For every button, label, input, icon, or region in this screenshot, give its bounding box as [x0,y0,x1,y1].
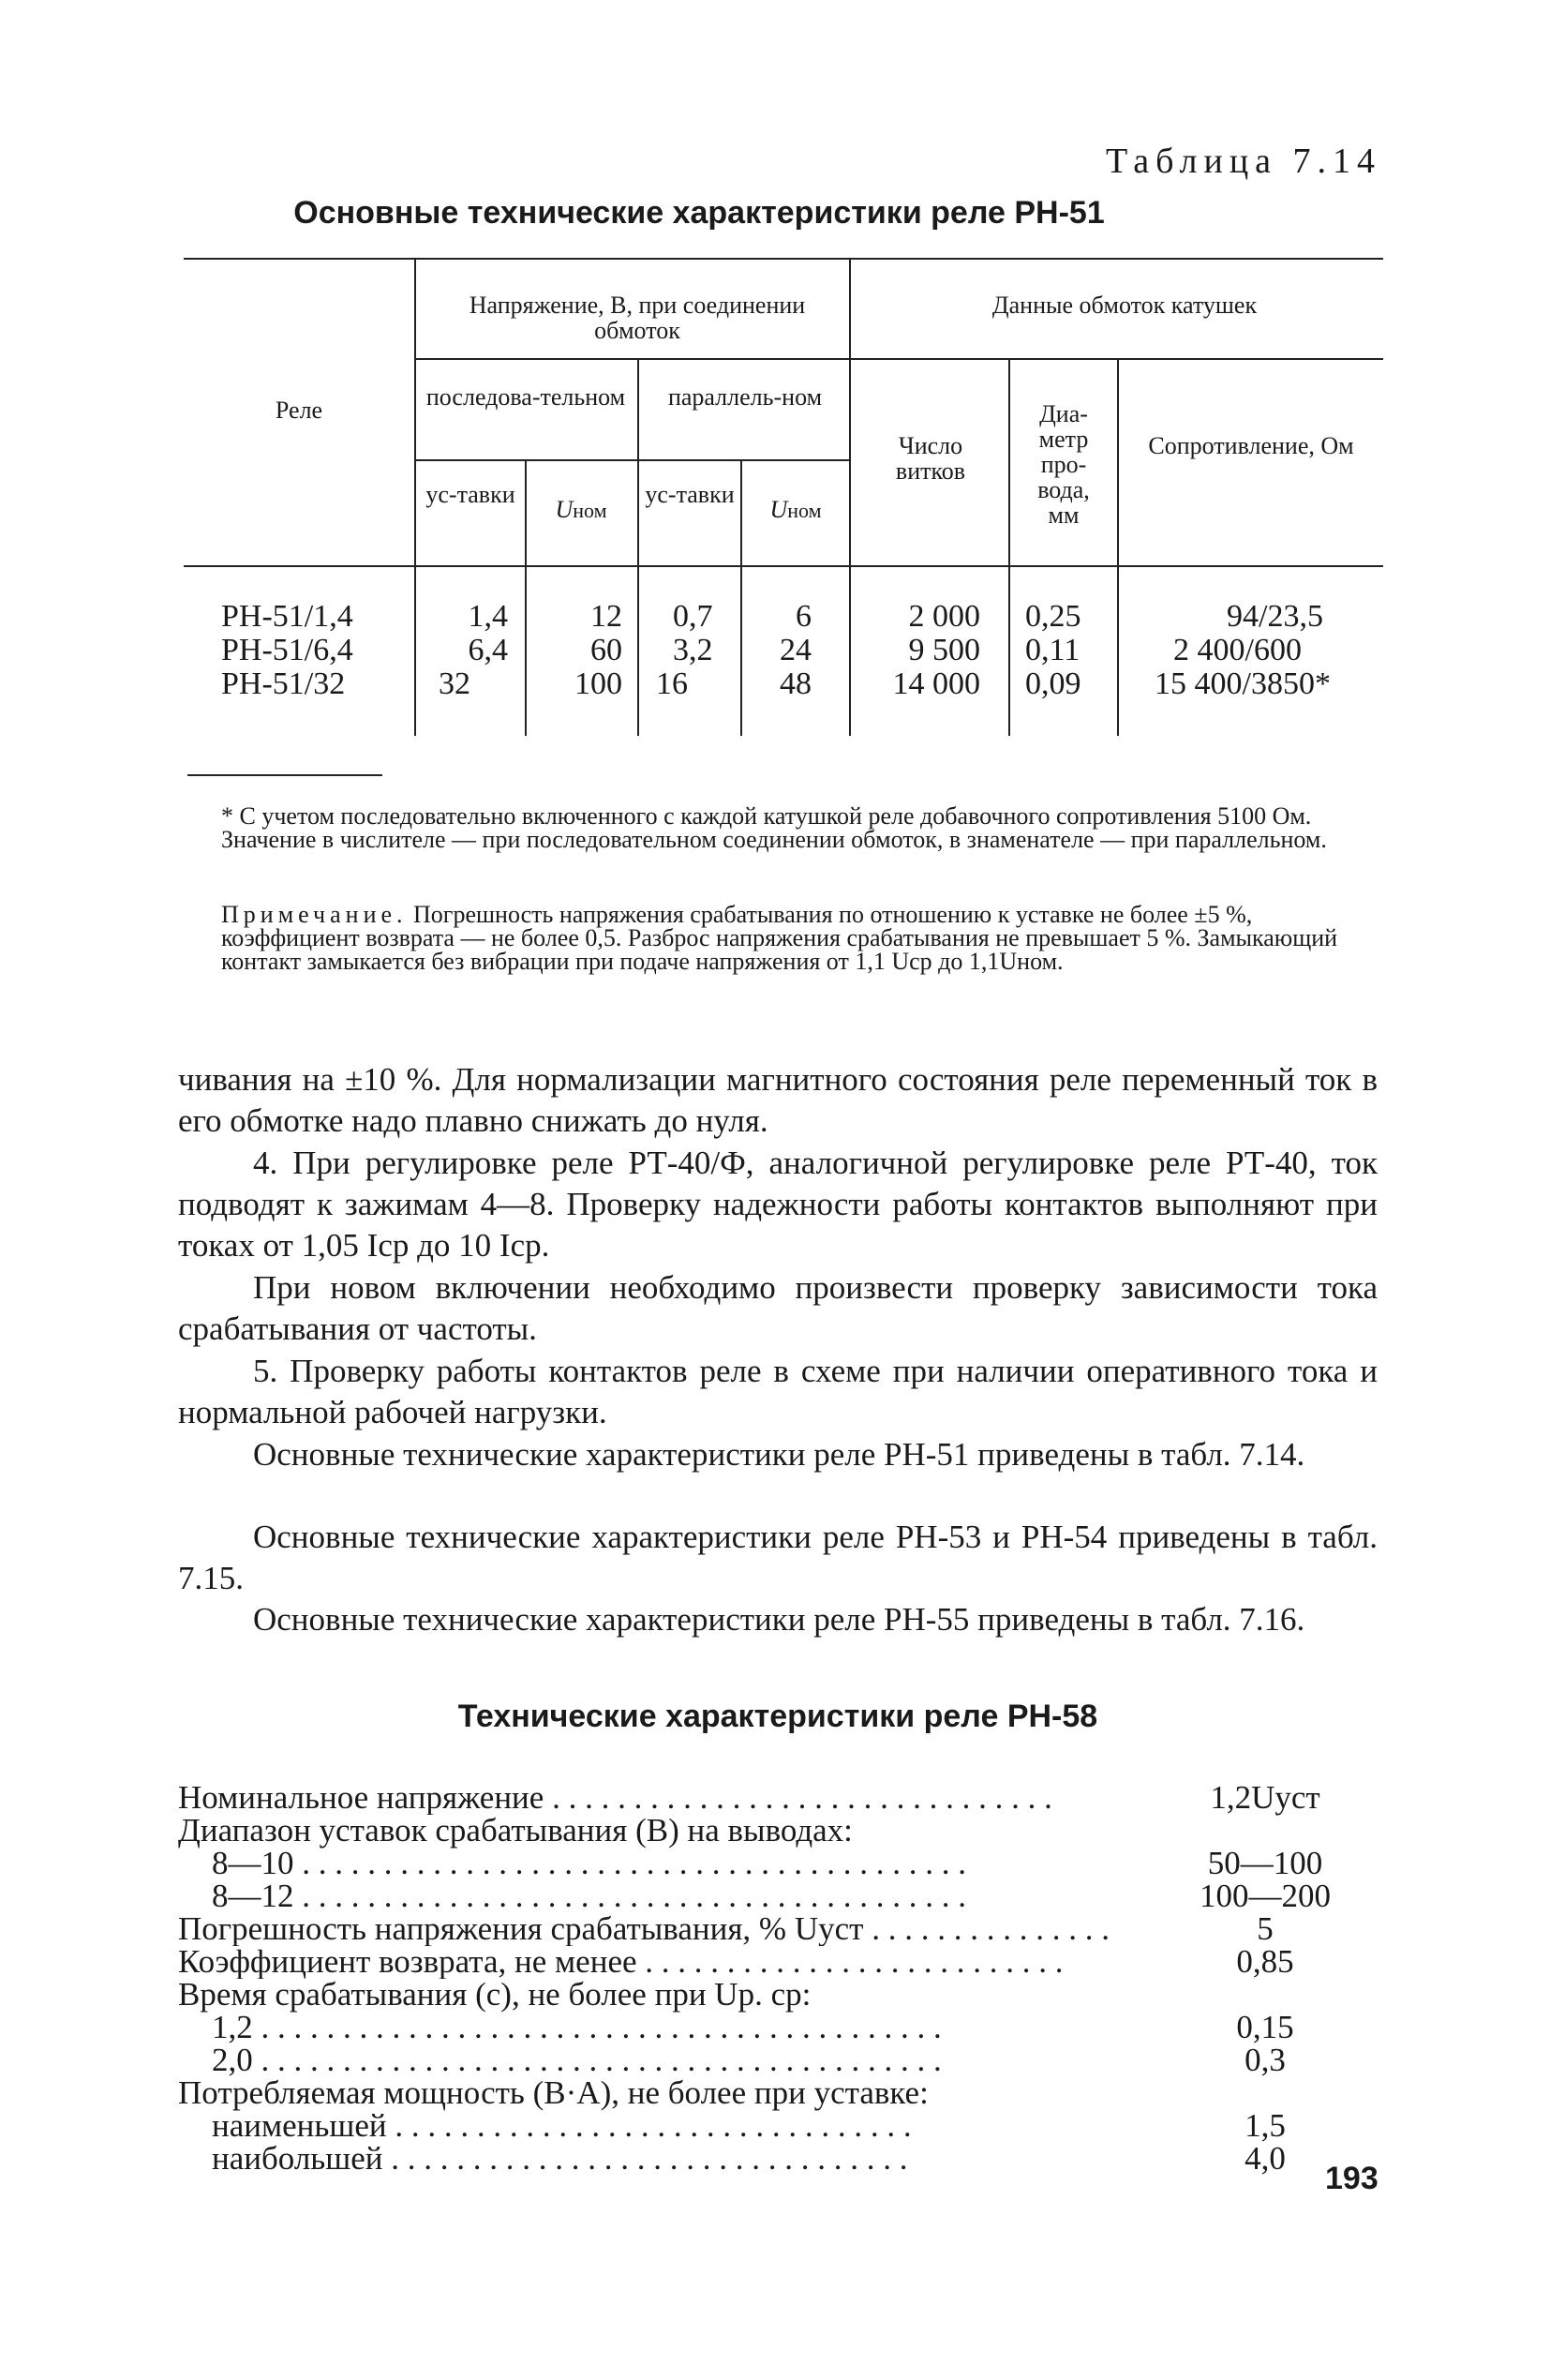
footnote-rule [187,774,382,776]
note-text: Погрешность напряжения срабатывания по отношению к уставке не более ±5 %, коэффициент возврата — не более 0,5. Разброс напряжения срабатывания не превышает 5 %. Замыкающий контакт замыкается без вибрации при подаче напряжения от 1,1 Uср до 1,1Uном. [221,901,1338,975]
spec-label: 2,0 . . . . . . . . . . . . . . . . . . . . . . . . . . . . . . . . . . . . . . . . . . [212,2043,942,2077]
table-label: Таблица 7.14 [1106,142,1382,181]
cell-relay: РН-51/6,4 [221,633,353,667]
header-relay: Реле [275,397,323,424]
header-setpoints: ус-тавки [425,481,515,508]
spec-label: 8—12 . . . . . . . . . . . . . . . . . . . . . . . . . . . . . . . . . . . . . . . . . [212,1879,966,1913]
header-u-nom: Uном [769,496,822,523]
cell-turns: 14 000 [892,666,980,701]
spec-label: наименьшей . . . . . . . . . . . . . . . . . . . . . . . . . . . . . . . . [212,2109,912,2143]
header-turns: Число витков [895,432,966,485]
cell-parallel-setpoint: 3,2 [673,633,713,667]
spec-label: наибольшей . . . . . . . . . . . . . . . . . . . . . . . . . . . . . . . . [212,2142,908,2176]
col-divider [414,258,416,736]
spec-value: 0,15 [1236,2009,1294,2045]
cell-relay: РН-51/1,4 [221,599,353,634]
spec-value: 1,5 [1244,2107,1286,2144]
header-u-nom: Uном [555,496,607,523]
cell-series-unom: 60 [590,633,622,667]
spec-value: 5 [1257,1910,1274,1947]
cell-parallel-unom: 48 [780,666,812,701]
cell-diameter: 0,25 [1025,599,1081,634]
cell-parallel-setpoint: 0,7 [673,599,713,634]
col-divider [637,358,639,736]
spec-title: Технические характеристики реле РН-58 [457,1699,1098,1734]
cell-series-setpoint: 1,4 [468,599,508,634]
spec-value: 50—100 [1207,1845,1323,1881]
header-wire-diameter: Диа-метр про-вода, мм [1037,400,1090,529]
spec-label: Диапазон уставок срабатывания (В) на выводах: [178,1812,853,1849]
table-note [221,903,1383,973]
cell-series-unom: 100 [574,666,622,701]
cell-diameter: 0,09 [1025,666,1081,701]
header-bottom-rule [184,565,1383,567]
header-resistance: Сопротивление, Ом [1148,432,1354,459]
page-number: 193 [1325,2161,1379,2196]
cell-series-setpoint: 32 [439,666,470,701]
header-parallel: параллель-ном [667,383,823,411]
cell-resistance: 94/23,5 [1227,599,1323,634]
cell-resistance: 2 400/600 [1173,633,1302,667]
note-label: Примечание. [221,901,408,928]
body-paragraph: При новом включении необходимо произвести проверку зависимости тока срабатывания от частоты. [178,1269,1378,1347]
body-paragraph: 4. При регулировке реле РТ-40/Ф, аналогичной регулировке реле РТ-40, ток подводят к зажимам 4—8. Проверку надежности работы контактов выполняют при токах от 1,05 Iср до 10 Iср. [178,1145,1378,1264]
header-voltage-group: Напряжение, В, при соединении обмоток [469,292,806,344]
spec-value: 1,2Uуст [1210,1779,1320,1816]
spec-label: 1,2 . . . . . . . . . . . . . . . . . . . . . . . . . . . . . . . . . . . . . . . . . . [212,2011,942,2044]
spec-label: Номинальное напряжение . . . . . . . . . . . . . . . . . . . . . . . . . . . . . . . [178,1781,1052,1815]
cell-turns: 2 000 [908,599,980,634]
spec-label: Погрешность напряжения срабатывания, % Uуст . . . . . . . . . . . . . . . [178,1912,1110,1946]
body-paragraph: 5. Проверку работы контактов реле в схеме при наличии оперативного тока и нормальной рабочей нагрузки. [178,1353,1378,1430]
header-setpoints: ус-тавки [645,481,735,508]
table-title: Основные технические характеристики реле РН-51 [293,195,1105,231]
spec-label: Время срабатывания (с), не более при Uр. ср: [178,1976,812,2013]
cell-series-setpoint: 6,4 [468,633,508,667]
spec-value: 4,0 [1244,2140,1286,2177]
cell-turns: 9 500 [908,633,980,667]
table-footnote: * С учетом последовательно включенного с каждой катушкой реле добавочного сопротивления 5100 Ом. Значение в числителе — при последовательном соединении обмоток, в знаменателе — при параллельном. [221,802,1327,853]
body-paragraph: Основные технические характеристики реле РН-51 приведены в табл. 7.14. [253,1436,1305,1473]
spec-value: 0,85 [1236,1943,1294,1980]
header-series: последова-тельном [425,383,626,411]
header-rule-2 [414,459,849,461]
body-paragraph: Основные технические характеристики реле РН-53 и РН-54 приведены в табл. 7.15. [178,1519,1378,1596]
header-rule-1 [414,358,1383,360]
cell-parallel-unom: 24 [780,633,812,667]
spec-value: 0,3 [1244,2042,1286,2078]
cell-parallel-setpoint: 16 [656,666,688,701]
col-divider [1008,358,1010,736]
header-windings-group: Данные обмоток катушек [991,292,1258,319]
body-paragraph: чивания на ±10 %. Для нормализации магнитного состояния реле переменный ток в его обмотке надо плавно снижать до нуля. [178,1061,1378,1139]
spec-label: Коэффициент возврата, не менее . . . . . . . . . . . . . . . . . . . . . . . . . . [178,1945,1064,1979]
spec-label: 8—10 . . . . . . . . . . . . . . . . . . . . . . . . . . . . . . . . . . . . . . . . . [212,1847,966,1880]
cell-series-unom: 12 [590,599,622,634]
col-divider [1117,358,1119,736]
spec-value: 100—200 [1200,1878,1331,1914]
cell-relay: РН-51/32 [221,666,346,701]
cell-parallel-unom: 6 [796,599,812,634]
spec-label: Потребляемая мощность (В·А), не более при уставке: [178,2074,929,2111]
table-top-rule [184,258,1383,260]
body-paragraph: Основные технические характеристики реле РН-55 приведены в табл. 7.16. [253,1601,1305,1638]
cell-resistance: 15 400/3850* [1155,666,1331,701]
cell-diameter: 0,11 [1025,633,1081,667]
